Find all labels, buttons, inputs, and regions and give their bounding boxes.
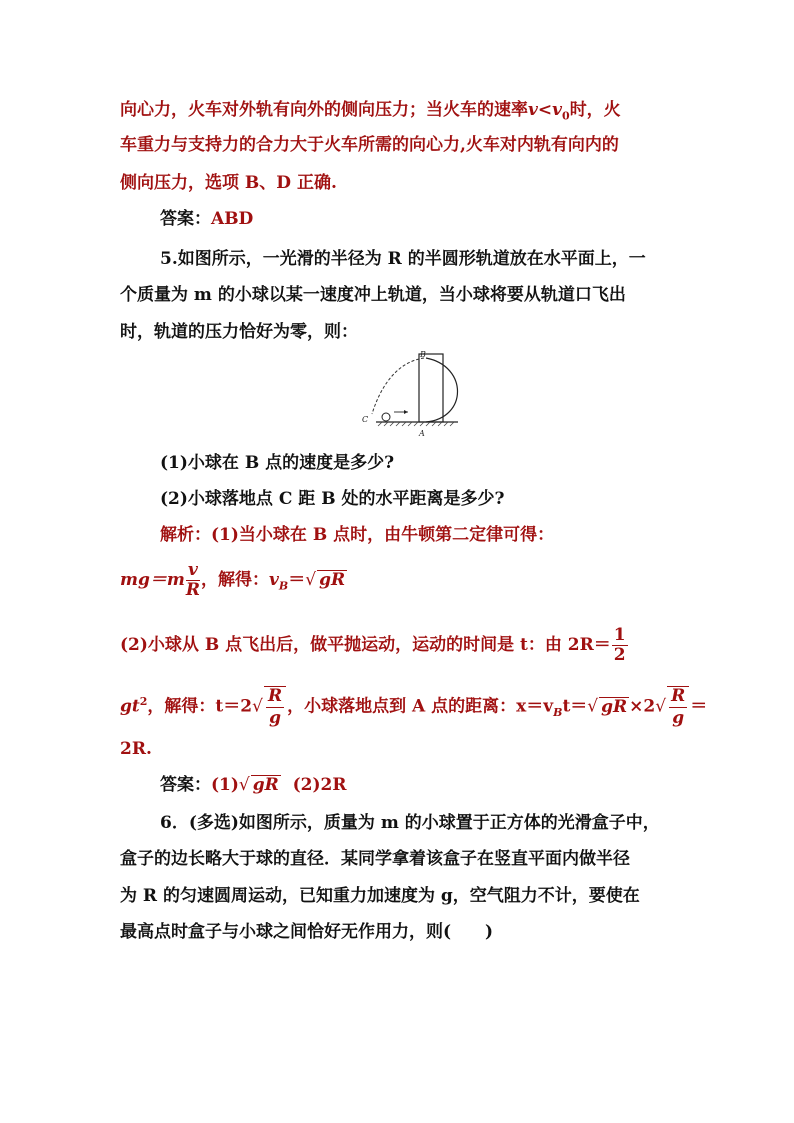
- intro-text: 向心力，火车对外轨有向外的侧向压力；当火车的速率: [120, 100, 528, 120]
- frac-num: 1: [613, 625, 626, 645]
- label-b: B: [420, 350, 426, 359]
- sqrt-icon: √: [587, 696, 599, 717]
- eq-lhs: mg＝m: [120, 570, 185, 590]
- v0-symbol: v: [552, 100, 563, 120]
- label-a: A: [419, 429, 425, 438]
- sub-b: B: [278, 579, 289, 593]
- q6-line-1: 6．(多选)如图所示，质量为 m 的小球置于正方体的光滑盒子中，: [160, 813, 660, 833]
- fraction-half: [612, 627, 628, 664]
- solve-t-text: ，解得：t＝2: [147, 696, 253, 717]
- solve-text: ，解得：: [201, 570, 270, 590]
- frac-den: R: [185, 580, 201, 600]
- frac-num: v: [186, 562, 200, 581]
- fraction-v-over-r: [186, 562, 200, 599]
- sup-2: 2: [139, 695, 148, 708]
- frac-num: R: [671, 686, 686, 707]
- solution-5-line-1: [160, 523, 554, 547]
- answer-value: ABD: [211, 209, 254, 229]
- sqrt-icon: √: [238, 775, 250, 795]
- answer-part-1: (1): [211, 775, 239, 795]
- q5-line-2: 个质量为 m 的小球以某一速度冲上轨道，当小球将要从轨道口飞出: [120, 285, 626, 305]
- track-figure: [358, 348, 478, 438]
- q5-line-1: 5.如图所示，一光滑的半径为 R 的半圆形轨道放在水平面上，一: [160, 249, 646, 269]
- trajectory-dashed: [372, 358, 424, 414]
- sqrt-content: gR: [252, 775, 279, 795]
- semicircle-track: [426, 358, 458, 422]
- answer-value: [211, 775, 347, 795]
- track-block: [419, 354, 443, 422]
- sqrt-fraction-r-over-g-2: [667, 686, 689, 727]
- answer-5: [160, 773, 347, 797]
- solution-5-eq-1: [120, 560, 347, 606]
- frac-num: R: [267, 686, 283, 707]
- sqrt-fraction-r-over-g: [264, 686, 286, 727]
- arrow-head: [404, 410, 408, 414]
- ground-hatching: [378, 422, 454, 426]
- q6-line-3: 为 R 的匀速圆周运动，已知重力加速度为 g，空气阻力不计，要使在: [120, 886, 640, 906]
- q5-sub-1: (1)小球在 B 点的速度是多少?: [160, 453, 395, 473]
- frac-den: 2: [613, 645, 626, 665]
- sqrt-icon: √: [305, 570, 317, 590]
- equals: ＝: [690, 696, 708, 717]
- answer-label: 答案：: [160, 775, 211, 795]
- sqrt-content: gR: [319, 570, 346, 590]
- t-equals: t＝: [562, 696, 588, 717]
- frac-den: g: [672, 708, 685, 729]
- times-two: ×2: [629, 696, 656, 717]
- solution-text-2: (2)小球从 B 点飞出后，做平抛运动，运动的时间是 t：由 2R＝: [120, 635, 611, 655]
- sqrt-icon: √: [252, 696, 263, 717]
- frac-den: g: [269, 708, 281, 729]
- label-c: C: [362, 415, 369, 424]
- v0-subscript: 0: [562, 109, 570, 123]
- answer-4: [160, 207, 253, 231]
- sqrt-icon: √: [655, 696, 667, 717]
- q5-sub-2: (2)小球落地点 C 距 B 处的水平距离是多少?: [160, 489, 505, 509]
- gt-symbol: gt: [120, 696, 140, 717]
- intro-line-2: 车重力与支持力的合力大于火车所需的向心力,火车对内轨有向内的: [120, 135, 619, 155]
- v-symbol: v: [269, 570, 279, 590]
- solution-5-line-3: [120, 680, 707, 735]
- answer-label: 答案：: [160, 209, 211, 229]
- intro-line-1: 向心力，火车对外轨有向外的侧向压力；当火车的速率$v<v_0$时，火: [120, 100, 621, 123]
- intro-text-tail: 时，火: [569, 100, 621, 120]
- ball: [382, 413, 390, 421]
- solution-text: (1)当小球在 B 点时，由牛顿第二定律可得：: [211, 525, 555, 545]
- q6-line-4: 最高点时盒子与小球之间恰好无作用力，则( ): [120, 922, 494, 942]
- q5-line-3: 时，轨道的压力恰好为零，则：: [120, 322, 358, 342]
- equals: ＝: [288, 570, 306, 590]
- solution-5-line-2: [120, 623, 629, 667]
- distance-text: ，小球落地点到 A 点的距离：x＝v: [287, 696, 554, 717]
- intro-line-3: 侧向压力，选项 B、D 正确.: [120, 173, 337, 193]
- q6-line-2: 盒子的边长略大于球的直径．某同学拿着该盒子在竖直平面内做半径: [120, 849, 630, 869]
- answer-part-2: (2)2R: [280, 775, 347, 795]
- solution-5-line-4: 2R.: [120, 739, 152, 759]
- sqrt-content: gR: [601, 696, 628, 717]
- sub-b: B: [553, 706, 563, 720]
- solution-label: 解析：: [160, 525, 211, 545]
- v-symbol: v: [528, 100, 538, 120]
